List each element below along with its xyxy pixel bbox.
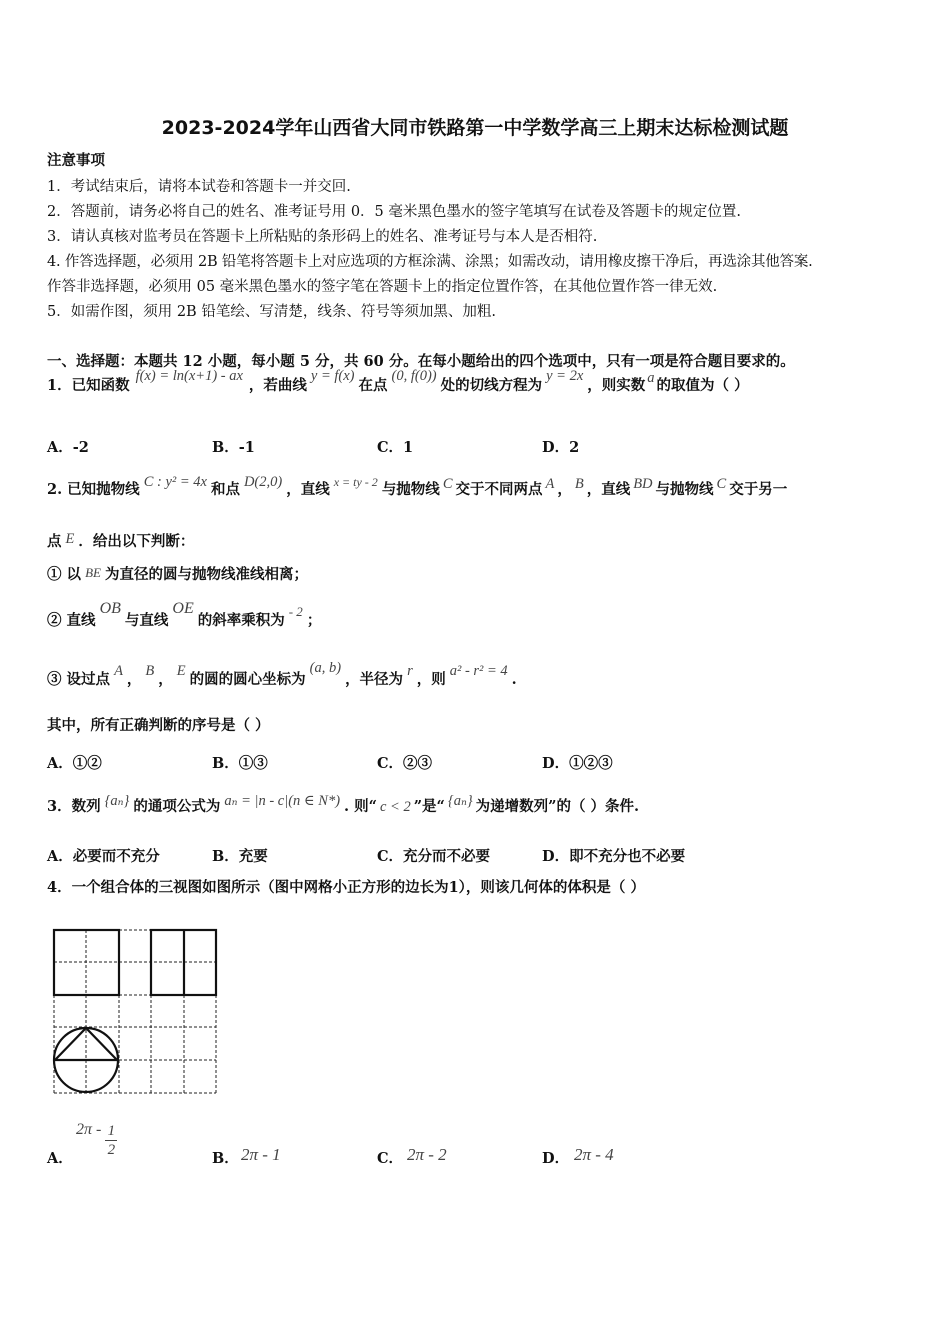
option-value: 必要而不充分 xyxy=(72,848,160,865)
option-label: A． xyxy=(47,848,73,865)
q4-option-a[interactable] xyxy=(47,1147,73,1168)
q3-formula: {aₙ} xyxy=(447,793,473,809)
q4-option-b-value: 2π - 1 xyxy=(241,1145,281,1164)
question-3 xyxy=(47,793,640,816)
section-heading: 一、选择题：本题共 12 小题，每小题 5 分，共 60 分。在每小题给出的四个选项中，只有一项是符合题目要求的。 xyxy=(47,353,795,370)
q3-option-c[interactable] xyxy=(377,845,490,866)
grid-lines xyxy=(54,930,216,1093)
q2-text: 与抛物线 xyxy=(655,481,714,498)
option-value: 2 xyxy=(569,439,580,456)
q3-formula: aₙ = |n - c|(n ∈ N*) xyxy=(224,793,341,809)
q4-option-d[interactable] xyxy=(542,1147,569,1168)
q2-text: 与直线 xyxy=(124,612,169,629)
notice-item: 作答非选择题，必须用 05 毫米黑色墨水的签字笔在答题卡上的指定位置作答，在其他位置作答一律无效. xyxy=(47,279,718,295)
q2-text: 的圆的圆心坐标为 xyxy=(189,671,306,688)
option-label: D． xyxy=(542,439,570,456)
q2-formula: E xyxy=(176,663,186,679)
three-view-figure xyxy=(50,927,220,1097)
fraction-denominator: 2 xyxy=(107,1142,116,1158)
option-value: ①③ xyxy=(238,755,268,772)
q2-text: ，直线 xyxy=(286,481,330,498)
q2-formula: D(2,0) xyxy=(243,474,283,490)
q4-option-d-value: 2π - 4 xyxy=(574,1145,614,1164)
fraction-numerator: 1 xyxy=(107,1123,116,1139)
option-label: C． xyxy=(377,1150,404,1167)
q2-formula: A xyxy=(114,663,123,679)
q2-option-c[interactable] xyxy=(377,752,432,773)
option-value: 充分而不必要 xyxy=(403,848,491,865)
q2-text: 为直径的圆与抛物线准线相离； xyxy=(104,566,308,583)
option-label: A． xyxy=(47,1150,73,1167)
q1-option-a[interactable] xyxy=(47,436,89,457)
option-value: -1 xyxy=(238,439,255,456)
q2-text: ② 直线 xyxy=(47,612,96,629)
q2-formula: a² - r² = 4 xyxy=(449,663,508,679)
q3-text: . 则“ xyxy=(344,798,377,815)
q2-text: ③ 设过点 xyxy=(47,671,111,688)
q3-option-d[interactable] xyxy=(542,845,685,866)
q1-text: 的取值为（ ） xyxy=(656,377,749,394)
q2-formula: E xyxy=(65,531,75,547)
question-4: 4．一个组合体的三视图如图所示（图中网格小正方形的边长为1），则该几何体的体积是（ ） xyxy=(47,879,645,896)
q2-text: 2. 已知抛物线 xyxy=(47,481,140,498)
option-value: ①② xyxy=(72,755,102,772)
q2-text: ① 以 xyxy=(47,566,82,583)
q4-option-b[interactable] xyxy=(212,1147,239,1168)
q1-text: ，则实数 xyxy=(587,377,646,394)
notice-heading: 注意事项 xyxy=(47,152,105,169)
q2-text: 与抛物线 xyxy=(381,481,440,498)
q2-formula: C xyxy=(442,476,453,492)
q1-formula: y = 2x xyxy=(546,368,584,384)
page-title: 2023-2024学年山西省大同市铁路第一中学数学高三上期末达标检测试题 xyxy=(161,117,789,139)
option-label: D． xyxy=(542,1150,570,1167)
q2-text: 点 xyxy=(47,533,62,550)
q2-formula: BE xyxy=(85,565,101,580)
option-value: ②③ xyxy=(403,755,433,772)
q1-formula: a xyxy=(647,370,655,386)
q2-formula: OE xyxy=(172,600,194,617)
q2-text: 交于另一 xyxy=(729,481,788,498)
option-label: C． xyxy=(377,848,404,865)
option-value: -2 xyxy=(72,439,89,456)
option-value: 即不充分也不必要 xyxy=(569,848,686,865)
q3-text: 的通项公式为 xyxy=(133,798,221,815)
q2-formula: B xyxy=(574,476,584,492)
option-label: D． xyxy=(542,848,570,865)
q4-option-a-value xyxy=(76,1122,117,1159)
option-label: A． xyxy=(47,755,73,772)
q3-text: 为递增数列”的（ ）条件. xyxy=(475,798,640,815)
option-value: 充要 xyxy=(238,848,268,865)
q4-option-c-value: 2π - 2 xyxy=(407,1145,447,1164)
q1-text: 在点 xyxy=(358,377,388,394)
option-label: C． xyxy=(377,439,404,456)
option-label: B． xyxy=(212,848,239,865)
q1-formula: f(x) = ln(x+1) - ax xyxy=(135,368,243,384)
q3-option-a[interactable] xyxy=(47,845,160,866)
option-label: B． xyxy=(212,1150,239,1167)
option-value: ①②③ xyxy=(569,755,613,772)
q2-text: 的斜率乘积为 xyxy=(197,612,285,629)
option-label: B． xyxy=(212,439,239,456)
q3-text: 3．数列 xyxy=(47,798,101,815)
q2-text: ，直线 xyxy=(586,481,631,498)
q2-formula: (a, b) xyxy=(309,660,342,676)
notice-item: 4. 作答选择题，必须用 2B 铅笔将答题卡上对应选项的方框涂满、涂黑；如需改动，请用橡皮擦干净后，再选涂其他答案. xyxy=(47,254,813,270)
q2-ask: 其中，所有正确判断的序号是（ ） xyxy=(47,717,270,734)
q1-formula: (0, f(0)) xyxy=(391,368,437,384)
notice-item: 3．请认真核对监考员在答题卡上所粘贴的条形码上的姓名、准考证号与本人是否相符. xyxy=(47,229,598,245)
q2-text: ， xyxy=(557,481,572,498)
q1-option-b[interactable] xyxy=(212,436,255,457)
q2-text: ，则 xyxy=(416,671,446,688)
notice-item: 5．如需作图，须用 2B 铅笔绘、写清楚，线条、符号等须加黑、加粗. xyxy=(47,304,496,320)
option-label: C． xyxy=(377,755,404,772)
q2-judgement-3 xyxy=(47,660,517,689)
option-label: A． xyxy=(47,439,73,456)
q2-text: ，半径为 xyxy=(345,671,404,688)
q2-text: 和点 xyxy=(210,481,240,498)
q1-text: 处的切线方程为 xyxy=(440,377,543,394)
q2-text: ．给出以下判断： xyxy=(78,533,195,550)
q2-text: 交于不同两点 xyxy=(455,481,543,498)
q2-option-b[interactable] xyxy=(212,752,268,773)
q2-text: ， xyxy=(158,671,173,688)
q2-option-d[interactable] xyxy=(542,752,613,773)
q2-judgement-1 xyxy=(47,566,308,584)
question-1 xyxy=(47,368,749,395)
question-2 xyxy=(47,474,788,499)
q1-option-d[interactable] xyxy=(542,436,579,457)
q4-option-c[interactable] xyxy=(377,1147,403,1168)
q2-formula: A xyxy=(545,476,555,492)
q1-text: ，若曲线 xyxy=(248,377,307,394)
q2-formula: C xyxy=(716,476,727,492)
q3-option-b[interactable] xyxy=(212,845,268,866)
q1-option-c[interactable] xyxy=(377,436,413,457)
option-label: B． xyxy=(212,755,239,772)
q1-formula: y = f(x) xyxy=(310,368,355,384)
option-label: D． xyxy=(542,755,570,772)
q2-formula: C : y² = 4x xyxy=(143,474,207,490)
option-value: 1 xyxy=(403,439,414,456)
q3-text: ”是“ xyxy=(413,798,445,815)
q2-judgement-2 xyxy=(47,600,322,630)
notice-item: 2．答题前，请务必将自己的姓名、准考证号用 0．5 毫米黑色墨水的签字笔填写在试卷及答题卡的规定位置. xyxy=(47,204,741,220)
q2-line2 xyxy=(47,533,194,551)
q3-formula: c < 2 xyxy=(379,799,411,815)
q2-formula: OB xyxy=(99,600,121,617)
q2-formula: r xyxy=(407,663,413,679)
fraction xyxy=(105,1122,117,1159)
q3-formula: {aₙ} xyxy=(104,793,130,809)
q2-text: ， xyxy=(126,671,142,688)
option-value: 2π - xyxy=(76,1121,102,1139)
q2-text: . xyxy=(511,671,517,688)
q2-formula: BD xyxy=(633,476,653,492)
q2-formula: - 2 xyxy=(288,604,303,619)
q2-formula: x = ty - 2 xyxy=(333,475,378,489)
q2-text: ； xyxy=(306,612,322,629)
q2-formula: B xyxy=(145,663,155,679)
q2-option-a[interactable] xyxy=(47,752,102,773)
notice-item: 1．考试结束后，请将本试卷和答题卡一并交回. xyxy=(47,179,351,195)
q1-text: 1．已知函数 xyxy=(47,377,130,394)
view-outlines xyxy=(54,930,216,1092)
